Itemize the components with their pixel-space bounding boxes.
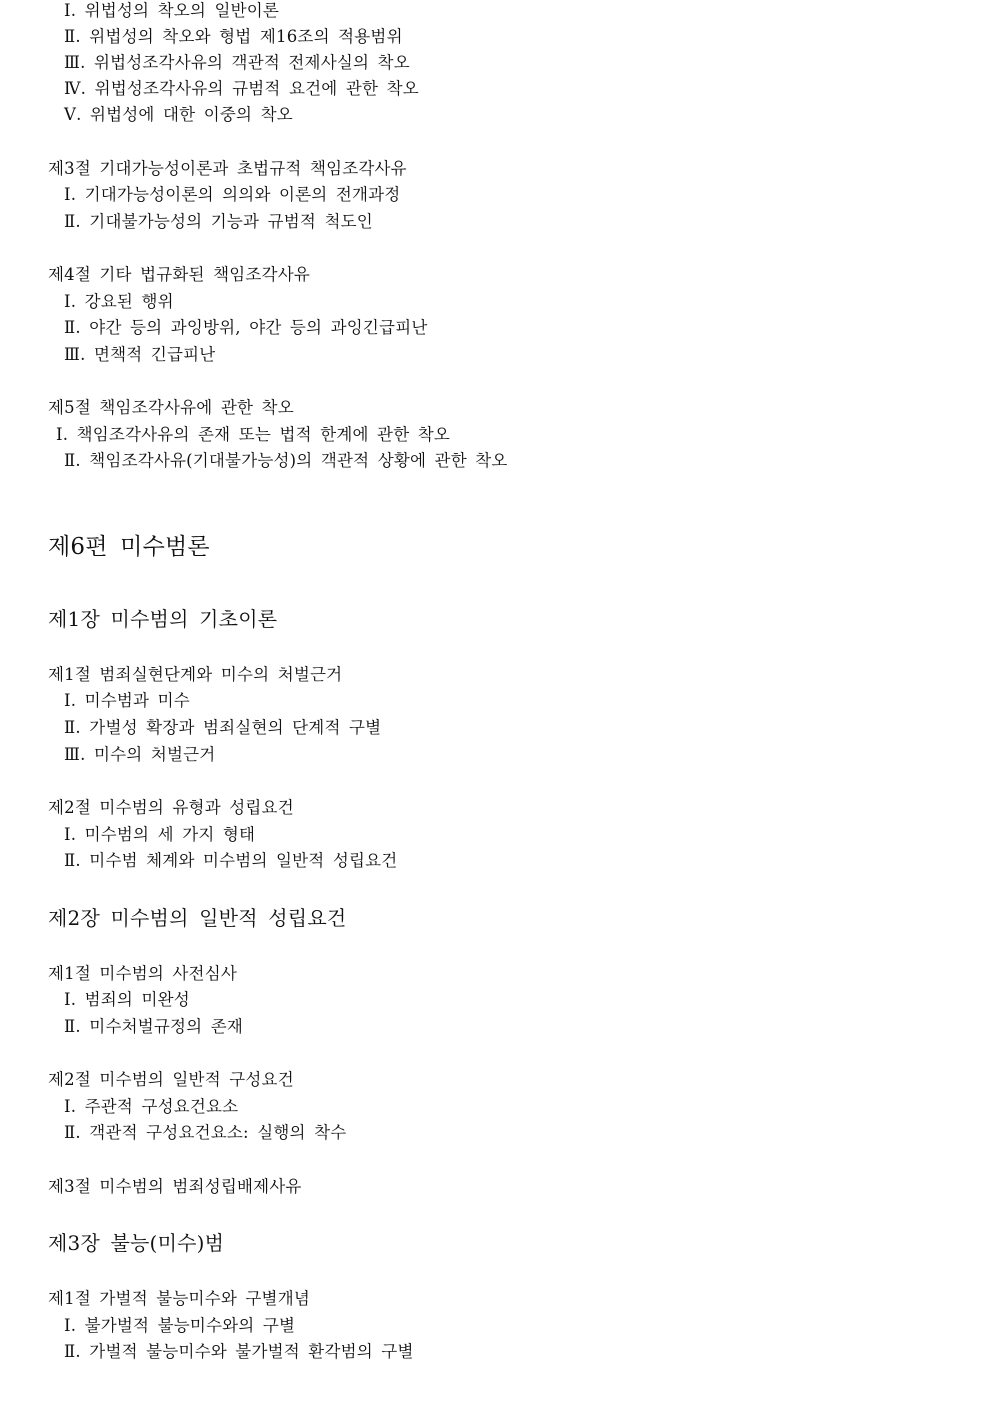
toc-item: Ⅲ. 미수의 처벌근거 bbox=[64, 745, 216, 764]
toc-item: Ⅰ. 기대가능성이론의 의의와 이론의 전개과정 bbox=[64, 185, 401, 204]
section-heading: 제2절 미수범의 유형과 성립요건 bbox=[48, 798, 294, 817]
toc-item: Ⅰ. 범죄의 미완성 bbox=[64, 990, 190, 1009]
toc-item: Ⅳ. 위법성조각사유의 규범적 요건에 관한 착오 bbox=[64, 79, 419, 98]
toc-item: Ⅴ. 위법성에 대한 이중의 착오 bbox=[64, 105, 293, 124]
toc-item: Ⅱ. 가벌성 확장과 범죄실현의 단계적 구별 bbox=[64, 718, 382, 737]
section-heading: 제1절 범죄실현단계와 미수의 처벌근거 bbox=[48, 665, 343, 684]
toc-item: Ⅱ. 미수처벌규정의 존재 bbox=[64, 1017, 244, 1036]
part-heading: 제6편 미수범론 bbox=[48, 534, 210, 560]
toc-item: Ⅰ. 미수범의 세 가지 형태 bbox=[64, 825, 256, 844]
toc-item: Ⅱ. 책임조각사유(기대불가능성)의 객관적 상황에 관한 착오 bbox=[64, 451, 508, 470]
section-heading: 제4절 기타 법규화된 책임조각사유 bbox=[48, 265, 310, 284]
toc-item: Ⅰ. 주관적 구성요건요소 bbox=[64, 1097, 239, 1116]
toc-item: Ⅱ. 위법성의 착오와 형법 제16조의 적용범위 bbox=[64, 27, 403, 46]
toc-item: Ⅰ. 책임조각사유의 존재 또는 법적 한계에 관한 착오 bbox=[56, 425, 451, 444]
toc-item: Ⅰ. 위법성의 착오의 일반이론 bbox=[64, 1, 280, 20]
section-heading: 제3절 기대가능성이론과 초법규적 책임조각사유 bbox=[48, 159, 407, 178]
chapter-heading: 제1장 미수범의 기초이론 bbox=[48, 607, 278, 631]
toc-item: Ⅰ. 미수범과 미수 bbox=[64, 691, 190, 710]
toc-item: Ⅲ. 면책적 긴급피난 bbox=[64, 345, 216, 364]
toc-item: Ⅰ. 강요된 행위 bbox=[64, 292, 174, 311]
toc-item: Ⅰ. 불가벌적 불능미수와의 구별 bbox=[64, 1316, 296, 1335]
toc-item: Ⅱ. 가벌적 불능미수와 불가벌적 환각범의 구별 bbox=[64, 1342, 414, 1361]
section-heading: 제1절 미수범의 사전심사 bbox=[48, 964, 237, 983]
toc-item: Ⅱ. 객관적 구성요건요소: 실행의 착수 bbox=[64, 1123, 347, 1142]
toc-item: Ⅱ. 미수범 체계와 미수범의 일반적 성립요건 bbox=[64, 851, 398, 870]
section-heading: 제2절 미수범의 일반적 구성요건 bbox=[48, 1070, 294, 1089]
toc-item: Ⅱ. 기대불가능성의 기능과 규범적 척도인 bbox=[64, 212, 373, 231]
section-heading: 제1절 가벌적 불능미수와 구별개념 bbox=[48, 1289, 310, 1308]
toc-item: Ⅲ. 위법성조각사유의 객관적 전제사실의 착오 bbox=[64, 53, 410, 72]
chapter-heading: 제2장 미수범의 일반적 성립요건 bbox=[48, 906, 347, 930]
section-heading: 제5절 책임조각사유에 관한 착오 bbox=[48, 398, 294, 417]
section-heading: 제3절 미수범의 범죄성립배제사유 bbox=[48, 1177, 302, 1196]
toc-item: Ⅱ. 야간 등의 과잉방위, 야간 등의 과잉긴급피난 bbox=[64, 318, 428, 337]
chapter-heading: 제3장 불능(미수)범 bbox=[48, 1231, 225, 1255]
